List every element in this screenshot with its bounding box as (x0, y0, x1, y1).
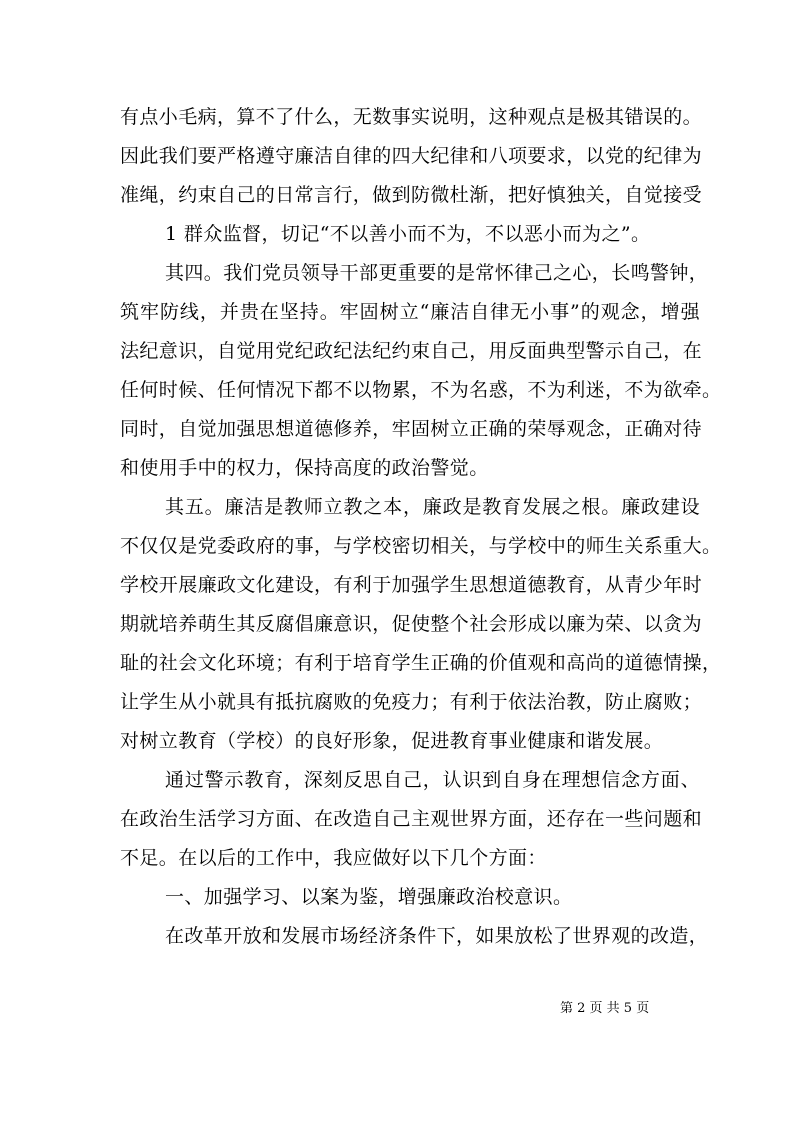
text-line: 通过警示教育，深刻反思自己，认识到自身在理想信念方面、 (165, 769, 700, 791)
text-line: 和使用手中的权力，保持高度的政治警觉。 (120, 457, 489, 479)
text-line: 期就培养萌生其反腐倡廉意识，促使整个社会形成以廉为荣、以贪为 (120, 613, 703, 635)
text-line: 学校开展廉政文化建设，有利于加强学生思想道德教育，从青少年时 (120, 574, 703, 596)
page-number-footer: 第 2 页 共 5 页 (560, 1001, 650, 1016)
text-line: 在改革开放和发展市场经济条件下，如果放松了世界观的改造， (165, 925, 709, 947)
text-line: 对树立教育（学校）的良好形象，促进教育事业健康和谐发展。 (120, 730, 664, 752)
text-line: 一、加强学习、以案为鉴，增强廉政治校意识。 (165, 886, 573, 908)
text-line: 有点小毛病，算不了什么，无数事实说明，这种观点是极其错误的。 (120, 106, 703, 128)
text-line: 筑牢防线，并贵在坚持。牢固树立“廉洁自律无小事”的观念，增强 (120, 301, 700, 323)
text-line: 在政治生活学习方面、在改造自己主观世界方面，还存在一些问题和 (120, 808, 703, 830)
text-line: 不足。在以后的工作中，我应做好以下几个方面： (120, 847, 547, 869)
text-line: 任何时候、任何情况下都不以物累，不为名惑，不为利迷，不为欲牵。 (120, 379, 722, 401)
text-line: 其五。廉洁是教师立教之本，廉政是教育发展之根。廉政建设 (165, 496, 700, 518)
text-line: 法纪意识，自觉用党纪政纪法纪约束自己，用反面典型警示自己，在 (120, 340, 703, 362)
body-text (120, 98, 722, 956)
text-line: 其四。我们党员领导干部更重要的是常怀律己之心，长鸣警钟， (165, 262, 709, 284)
text-line: 准绳，约束自己的日常言行，做到防微杜渐，把好慎独关，自觉接受 (120, 184, 703, 206)
text-line: 1 群众监督，切记“不以善小而不为，不以恶小而为之”。 (165, 223, 651, 245)
text-line: 耻的社会文化环境；有利于培育学生正确的价值观和高尚的道德情操， (120, 652, 722, 674)
text-line: 同时，自觉加强思想道德修养，牢固树立正确的荣辱观念，正确对待 (120, 418, 703, 440)
text-line: 不仅仅是党委政府的事，与学校密切相关，与学校中的师生关系重大。 (120, 535, 722, 557)
text-line: 因此我们要严格遵守廉洁自律的四大纪律和八项要求，以党的纪律为 (120, 145, 703, 167)
text-line: 让学生从小就具有抵抗腐败的免疫力；有利于依法治教，防止腐败； (120, 691, 703, 713)
